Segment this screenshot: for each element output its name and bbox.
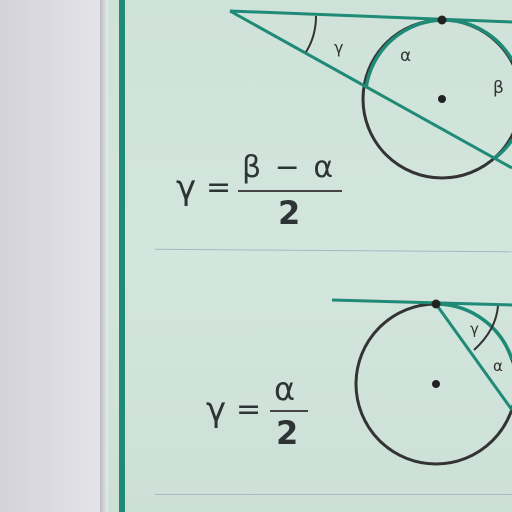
label-alpha-bottom: α xyxy=(493,357,503,375)
tangent-line-top xyxy=(230,11,512,22)
label-alpha-top: α xyxy=(400,46,412,66)
formula-bottom-lhs: γ xyxy=(206,390,227,430)
formula-tangent-chord xyxy=(206,368,316,458)
center-point-bottom xyxy=(432,380,440,388)
formula-top-numerator: β − α xyxy=(242,150,336,185)
label-gamma-top: γ xyxy=(334,38,344,57)
label-beta-top: β xyxy=(493,78,504,98)
formula-bottom-fraction-bar xyxy=(270,410,308,412)
formula-secant-tangent xyxy=(176,150,356,240)
arc-highlight-right xyxy=(495,140,512,158)
center-point-top xyxy=(438,95,446,103)
arc-highlight-top xyxy=(366,20,512,88)
formula-top-denominator: 2 xyxy=(278,194,301,232)
formula-top-equals: = xyxy=(206,170,232,205)
tangent-point-top xyxy=(438,16,447,25)
secant-line-top xyxy=(230,11,512,168)
formula-bottom-denominator: 2 xyxy=(276,414,299,452)
label-gamma-bottom: γ xyxy=(470,320,479,338)
formula-top-lhs: γ xyxy=(176,168,197,208)
formula-top-fraction-bar xyxy=(238,190,342,192)
formula-bottom-equals: = xyxy=(236,392,262,427)
angle-arc-gamma-top xyxy=(306,16,316,52)
formula-bottom-numerator: α xyxy=(274,370,296,408)
tangent-point-bottom xyxy=(432,300,441,309)
